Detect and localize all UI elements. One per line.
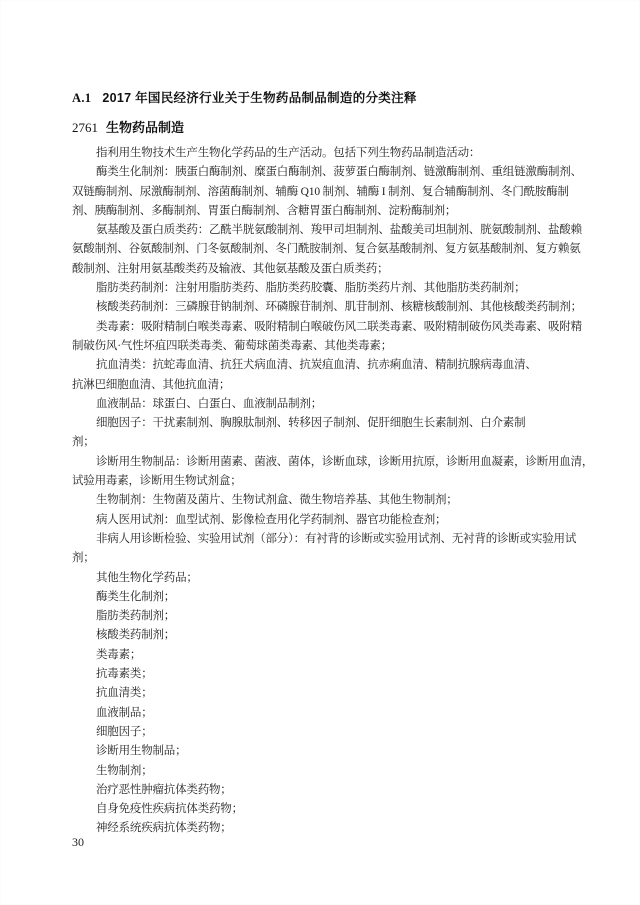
text-line: 血液制品； <box>96 706 153 719</box>
text-line: 治疗恶性肿瘤抗体类药物； <box>96 783 232 796</box>
text-line: 细胞因子； <box>96 725 153 738</box>
category-heading <box>72 117 602 136</box>
category-code: 2761 <box>72 120 98 135</box>
category-code-title: 生物药品制造 <box>106 120 185 135</box>
text-line: 血液制品：球蛋白、白蛋白、血液制品制剂； <box>96 397 322 410</box>
text-line: 类毒素：吸附精制白喉类毒素、吸附精制白喉破伤风二联类毒素、吸附精制破伤风类毒素、吸附精 <box>96 320 582 333</box>
section-title <box>72 88 602 106</box>
text-line: 剂； <box>72 436 95 449</box>
text-line: 抗血清类：抗蛇毒血清、抗狂犬病血清、抗炭疽血清、抗赤痢血清、精制抗腺病毒血清、 <box>96 359 537 372</box>
text-line: 生物制剂：生物菌及菌片、生物试剂盒、微生物培养基、其他生物制剂； <box>96 494 458 507</box>
text-line: 核酸类药制剂； <box>96 629 176 642</box>
text-line: 剂、胰酶制剂、多酶制剂、胃蛋白酶制剂、含糖胃蛋白酶制剂、淀粉酶制剂； <box>72 204 457 217</box>
text-line: 其他生物化学药品； <box>96 571 198 584</box>
text-line: 抗毒素类； <box>96 668 153 681</box>
text-line: 抗淋巴细胞血清、其他抗血清； <box>72 378 231 391</box>
section-title-text: 2017 年国民经济行业关于生物药品制品制造的分类注释 <box>102 91 417 105</box>
body-lines <box>72 144 602 839</box>
text-line: 试验用毒素，诊断用生物试剂盒； <box>72 475 242 488</box>
text-line: 氨基酸及蛋白质类药：乙酰半胱氨酸制剂、羧甲司坦制剂、盐酸美司坦制剂、胱氨酸制剂、盐酸赖 <box>96 224 582 237</box>
text-line: 核酸类药制剂：三磷腺苷钠制剂、环磷腺苷制剂、肌苷制剂、核糖核酸制剂、其他核酸类药制剂； <box>96 301 582 314</box>
text-line: 指利用生物技术生产生物化学药品的生产活动。包括下列生物药品制造活动： <box>96 147 481 159</box>
text-line: 酶类生化制剂：胰蛋白酶制剂、糜蛋白酶制剂、菠萝蛋白酶制剂、链激酶制剂、重组链激酶制剂、 <box>96 166 582 179</box>
text-line: 细胞因子：干扰素制剂、胸腺肽制剂、转移因子制剂、促肝细胞生长素制剂、白介素制 <box>96 417 526 430</box>
text-line: 脂肪类药制剂； <box>96 610 176 623</box>
text-line: 诊断用生物制品； <box>96 745 187 758</box>
text-line: 诊断用生物制品：诊断用菌素、菌液、菌体，诊断血球，诊断用抗原，诊断用血凝素，诊断用血清， <box>96 455 594 468</box>
text-line: 酸制剂、注射用氨基酸类药及输液、其他氨基酸及蛋白质类药； <box>72 262 389 275</box>
page-number: 30 <box>72 835 84 849</box>
text-line: 神经系统疾病抗体类药物； <box>96 822 232 835</box>
text-line: 剂； <box>72 552 95 565</box>
text-line: 非病人用诊断检验、实验用试剂（部分）：有衬背的诊断或实验用试剂、无衬背的诊断或实验用试 <box>96 532 577 545</box>
text-line: 酶类生化制剂； <box>96 590 176 603</box>
text-line: 病人医用试剂：血型试剂、影像检查用化学药制剂、器官功能检查剂； <box>96 513 447 526</box>
text-line: 氨酸制剂、谷氨酸制剂、门冬氨酸制剂、冬门酰胺制剂、复合氨基酸制剂、复方氨基酸制剂、复方赖氨 <box>72 243 581 256</box>
text-line: 抗血清类； <box>96 687 153 700</box>
page-content <box>72 88 602 839</box>
text-line: 双链酶制剂、尿激酶制剂、溶菌酶制剂、辅酶 Q10 制剂、辅酶 I 制剂、复合辅酶制剂、冬门酰胺酶制 <box>72 185 569 198</box>
text-line: 类毒素； <box>96 648 142 661</box>
text-line: 制破伤风·气性坏疽四联类毒类、葡萄球菌类毒素、其他类毒素； <box>72 339 393 352</box>
text-line: 生物制剂； <box>96 764 153 777</box>
text-line: 脂肪类药制剂：注射用脂肪类药、脂肪类药胶囊、脂肪类药片剂、其他脂肪类药制剂； <box>96 282 526 295</box>
text-line: 自身免疫性疾病抗体类药物； <box>96 803 243 816</box>
section-label: A.1 <box>72 91 92 105</box>
